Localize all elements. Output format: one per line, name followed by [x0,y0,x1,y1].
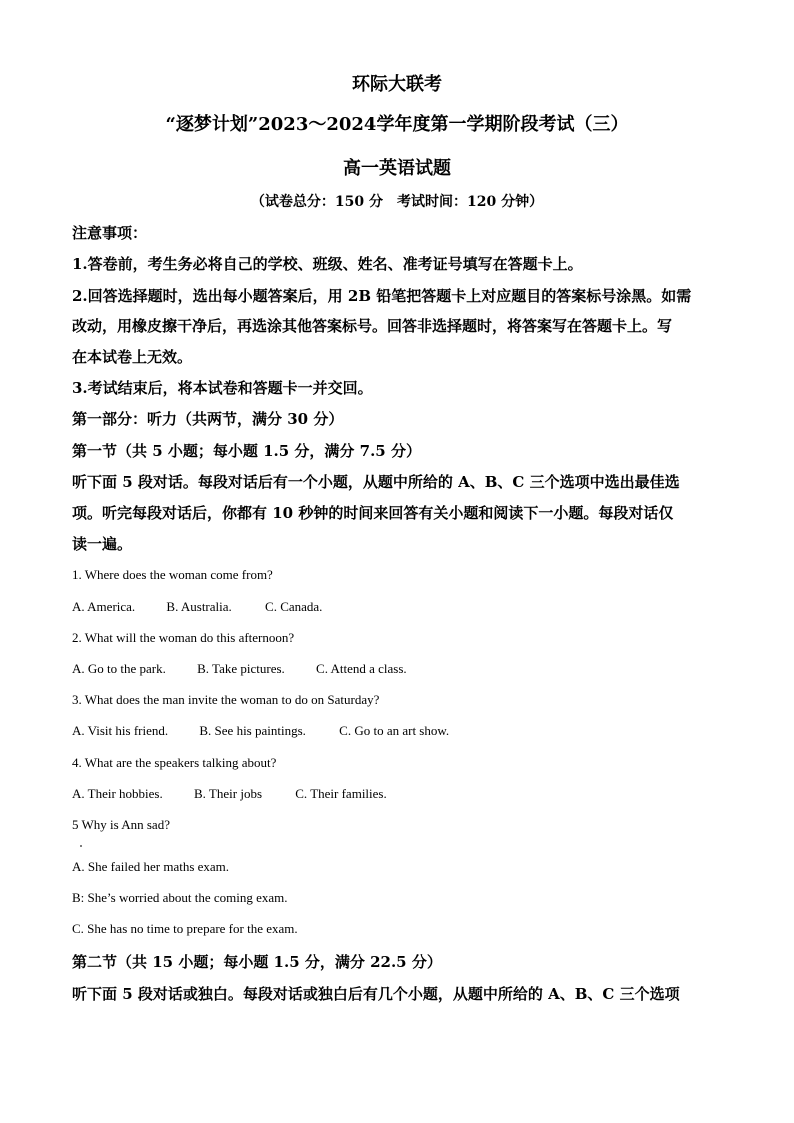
question-1-option-c: C. Canada. [265,599,323,614]
note-2-line-1: 2.回答选择题时，选出每小题答案后，用 2B 铅笔把答题卡上对应题目的答案标号涂黑。如需 [72,287,692,305]
question-5-option-c: C. She has no time to prepare for the exam. [72,921,298,936]
question-2-stem: 2. What will the woman do this afternoon? [72,630,295,645]
section2-instruction-line-1: 听下面 5 段对话或独白。每段对话或独白后有几个小题，从题中所给的 A、B、C 三个选项 [72,985,680,1003]
question-5-stem: 5 Why is Ann sad? [72,817,170,832]
section2-title: 第二节（共 15 小题；每小题 1.5 分，满分 22.5 分） [72,953,442,971]
question-1-options [72,599,322,615]
question-3-option-b: B. See his paintings. [199,723,306,738]
note-3: 3.考试结束后，将本试卷和答题卡一并交回。 [72,379,373,397]
section1-instruction-line-3: 读一遍。 [72,535,133,553]
exam-organizer-title: 环际大联考 [352,74,442,95]
question-3-stem: 3. What does the man invite the woman to do on Saturday? [72,692,380,707]
stray-dot [80,845,82,847]
notes-title: 注意事项： [72,224,148,242]
question-4-stem: 4. What are the speakers talking about? [72,755,277,770]
question-4-option-c: C. Their families. [295,786,387,801]
section1-instruction-line-1: 听下面 5 段对话。每段对话后有一个小题，从题中所给的 A、B、C 三个选项中选出最佳选 [72,473,680,491]
question-2-options [72,661,407,677]
question-2-option-c: C. Attend a class. [316,661,407,676]
question-3-options [72,723,449,739]
question-5-option-b: B: She’s worried about the coming exam. [72,890,288,905]
exam-subject-title: 高一英语试题 [343,158,451,179]
question-1-option-a: A. America. [72,599,136,614]
question-2-option-a: A. Go to the park. [72,661,166,676]
note-2-line-3: 在本试卷上无效。 [72,348,193,366]
question-4-option-a: A. Their hobbies. [72,786,163,801]
exam-title: “逐梦计划”2023～2024学年度第一学期阶段考试（三） [165,114,629,135]
question-3-option-a: A. Visit his friend. [72,723,169,738]
question-1-stem: 1. Where does the woman come from? [72,567,273,582]
exam-meta: （试卷总分：150 分 考试时间：120 分钟） [250,194,544,210]
note-1: 1.答卷前，考生务必将自己的学校、班级、姓名、准考证号填写在答题卡上。 [72,255,583,273]
question-1-option-b: B. Australia. [166,599,232,614]
section1-instruction-line-2: 项。听完每段对话后，你都有 10 秒钟的时间来回答有关小题和阅读下一小题。每段对话仅 [72,504,674,522]
question-5-option-a: A. She failed her maths exam. [72,859,230,874]
question-2-option-b: B. Take pictures. [197,661,285,676]
note-2-line-2: 改动，用橡皮擦干净后，再选涂其他答案标号。回答非选择题时，将答案写在答题卡上。写 [72,317,673,335]
question-3-option-c: C. Go to an art show. [339,723,450,738]
question-4-option-b: B. Their jobs [194,786,263,801]
section1-title: 第一节（共 5 小题；每小题 1.5 分，满分 7.5 分） [72,442,421,460]
question-4-options [72,786,387,802]
part1-title: 第一部分：听力（共两节，满分 30 分） [72,410,344,428]
